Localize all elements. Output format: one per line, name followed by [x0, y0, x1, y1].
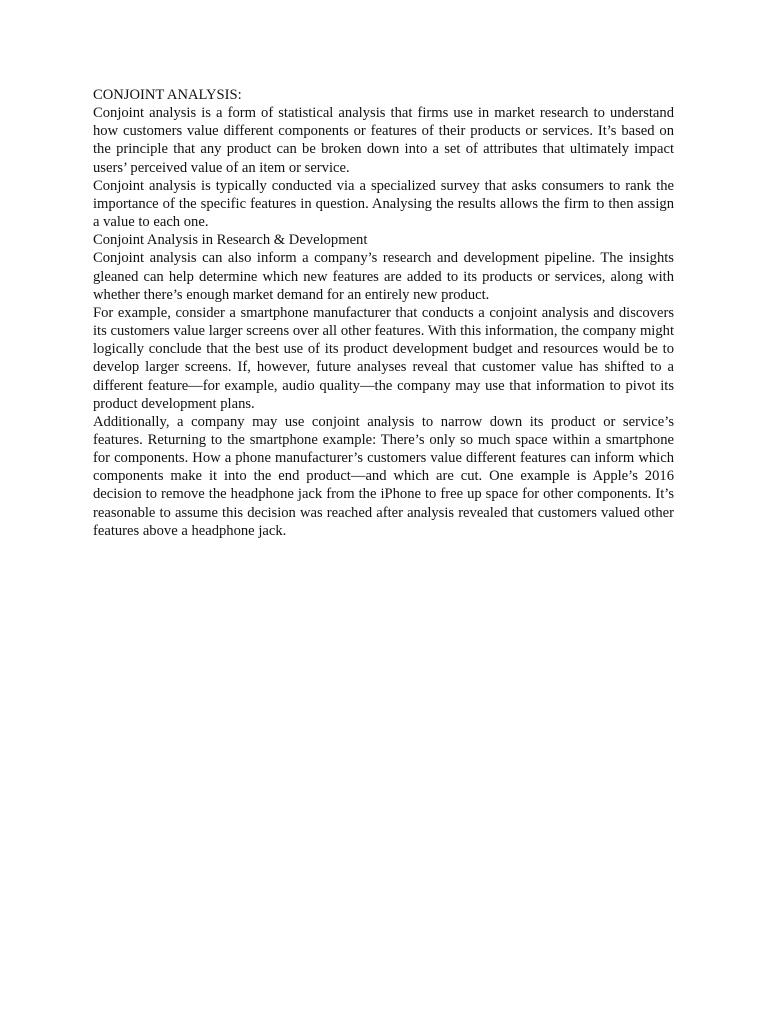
document-title: CONJOINT ANALYSIS:: [93, 87, 242, 103]
section-heading: Conjoint Analysis in Research & Development: [93, 232, 368, 249]
paragraph-pipeline: Conjoint analysis can also inform a company’s research and development pipeline. The insights gleaned can help determine which new features are added to its products or services, along with whether there’s enough market demand for an entirely new product.: [93, 250, 674, 303]
paragraph-example: For example, consider a smartphone manufacturer that conducts a conjoint analysis and discovers its customers value larger screens over all other features. With this information, the company might logically conclude that the best use of its product development budget and resources would be to develop larger screens. If, however, future analyses reveal that customer value has shifted to a different feature—for example, audio quality—the company may use that information to pivot its product development plans.: [93, 304, 674, 412]
document-page: [93, 86, 674, 540]
paragraph-definition: Conjoint analysis is a form of statistical analysis that firms use in market research to understand how customers value different components or features of their products or services. It’s based on the principle that any product can be broken down into a set of attributes that ultimately impact users’ perceived value of an item or service.: [93, 105, 674, 176]
paragraph-narrowing: Additionally, a company may use conjoint analysis to narrow down its product or service’s features. Returning to the smartphone example: There’s only so much space within a smartphone for components. How a phone manufacturer’s customers value different features can inform which components make it into the end product—and which are cut. One example is Apple’s 2016 decision to remove the headphone jack from the iPhone to free up space for other components. It’s reasonable to assume this decision was reached after analysis revealed that customers valued other features above a headphone jack.: [93, 413, 674, 539]
paragraph-survey: Conjoint analysis is typically conducted via a specialized survey that asks consumers to rank the importance of the specific features in question. Analysing the results allows the firm to then assign a value to each one.: [93, 177, 674, 231]
